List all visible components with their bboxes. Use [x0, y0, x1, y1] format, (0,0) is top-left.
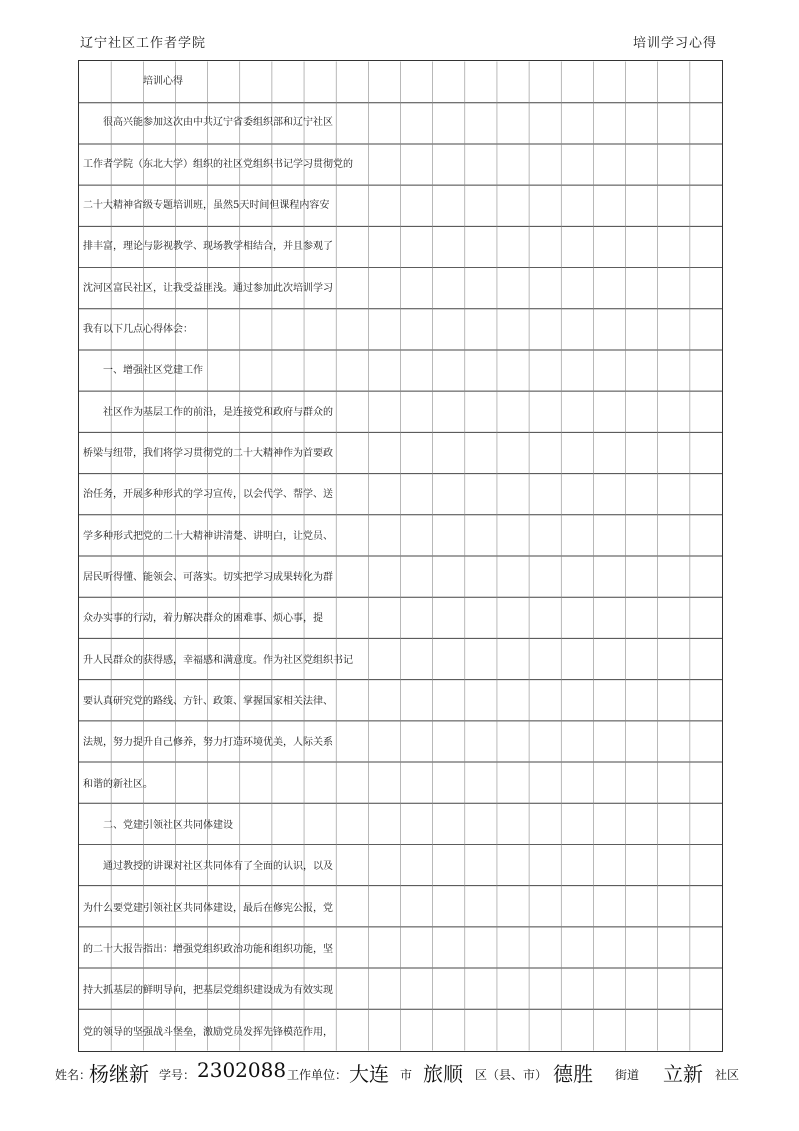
essay-line: 众办实事的行动，着力解决群众的困难事、烦心事，提 [83, 613, 323, 625]
essay-line: 党的领导的坚强战斗堡垒，激励党员发挥先锋模范作用， [83, 1026, 333, 1038]
unit-label: 工作单位： [287, 1068, 348, 1082]
manuscript-grid [78, 60, 723, 1052]
essay-line: 很高兴能参加这次由中共辽宁省委组织部和辽宁社区 [83, 117, 333, 129]
street-value: 德胜 [553, 1062, 593, 1086]
student-info-footer [55, 1058, 755, 1088]
essay-line: 沈河区富民社区，让我受益匪浅。通过参加此次培训学习 [83, 282, 333, 294]
essay-line: 培训心得 [83, 76, 183, 87]
essay-line: 二十大精神省级专题培训班，虽然5天时间但课程内容安 [83, 200, 330, 211]
essay-line: 我有以下几点心得体会： [83, 324, 193, 335]
essay-line: 升人民群众的获得感，幸福感和满意度。作为社区党组织书记 [83, 654, 353, 666]
id-label: 学号： [159, 1068, 196, 1082]
essay-line: 桥梁与纽带，我们将学习贯彻党的二十大精神作为首要政 [83, 448, 333, 459]
essay-line: 要认真研究党的路线、方针、政策、掌握国家相关法律、 [83, 696, 333, 707]
essay-line: 二、党建引领社区共同体建设 [83, 820, 233, 831]
essay-line: 持大抓基层的鲜明导向，把基层党组织建设成为有效实现 [83, 985, 333, 997]
essay-line: 一、增强社区党建工作 [83, 365, 203, 377]
id-value: 2302088 [197, 1058, 287, 1082]
name-label: 姓名： [55, 1068, 92, 1082]
community-value: 立新 [663, 1062, 703, 1086]
essay-line: 居民听得懂、能领会、可落实。切实把学习成果转化为群 [83, 572, 333, 583]
city-value: 大连 [349, 1062, 389, 1086]
essay-line: 学多种形式把党的二十大精神讲清楚、讲明白，让党员、 [83, 530, 333, 542]
city-label: 市 [400, 1068, 413, 1082]
district-value: 旅顺 [423, 1062, 463, 1086]
institution-header: 辽宁社区工作者学院 [80, 36, 207, 51]
essay-line: 法规，努力提升自己修养，努力打造环境优美，人际关系 [83, 737, 333, 749]
essay-line: 社区作为基层工作的前沿，是连接党和政府与群众的 [83, 406, 333, 418]
essay-line: 为什么要党建引领社区共同体建设，最后在修宪公报，党 [83, 902, 333, 914]
community-label: 社区 [715, 1068, 740, 1082]
essay-line: 通过教授的讲课对社区共同体有了全面的认识，以及 [83, 861, 333, 873]
essay-line: 治任务，开展多种形式的学习宣传，以会代学、帮学、送 [83, 489, 333, 501]
document-type-header: 培训学习心得 [632, 36, 717, 51]
district-label: 区（县、市） [475, 1068, 548, 1082]
essay-line: 工作者学院（东北大学）组织的社区党组织书记学习贯彻党的 [83, 158, 353, 170]
essay-line: 和谐的新社区。 [83, 778, 153, 790]
name-value: 杨继新 [89, 1062, 149, 1086]
essay-line: 排丰富，理论与影视教学、现场教学相结合，并且参观了 [83, 241, 333, 253]
essay-line: 的二十大报告指出：增强党组织政治功能和组织功能，坚 [83, 944, 333, 955]
street-label: 街道 [615, 1068, 640, 1082]
